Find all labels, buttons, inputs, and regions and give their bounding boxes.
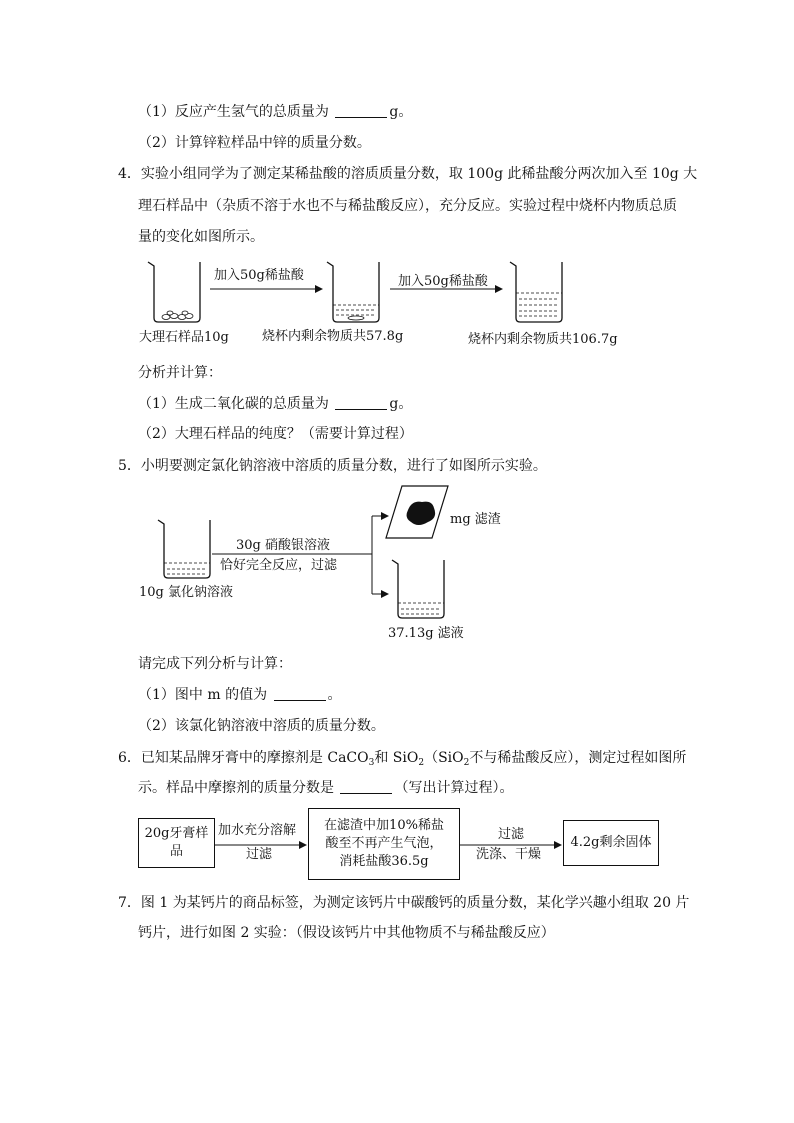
q4-arrow-2-label: 加入50g稀盐酸 (398, 274, 488, 289)
q6-line1-d: 不与稀盐酸反应），测定过程如图所 (469, 750, 687, 766)
q6-box-process-line2: 酸至不再产生气泡， (325, 836, 443, 851)
q5-arrow-bottom-label: 恰好完全反应，过滤 (220, 558, 338, 573)
q6-line1-b: 和 SiO (374, 750, 419, 766)
q5-part1-blank[interactable] (274, 686, 326, 701)
q6-box-process-line3: 消耗盐酸36.5g (339, 854, 429, 869)
q5-filtrate-caption: 37.13g 滤液 (388, 626, 464, 641)
q5-beaker-filtrate (392, 560, 444, 618)
q6-box-residue-text: 4.2g剩余固体 (570, 835, 652, 850)
q4-part1 (138, 394, 412, 414)
q5-part1-text: （1）图中 m 的值为 (138, 687, 268, 703)
q6-sub-1: 3 (368, 758, 375, 768)
q6-line1-a: 6．已知某品牌牙膏中的摩擦剂是 CaCO (118, 750, 369, 766)
q6-line1 (118, 748, 686, 773)
q6-sub-3: 2 (463, 758, 470, 768)
q4-part1-text: （1）生成二氧化碳的总质量为 (138, 396, 329, 412)
q5-residue-caption: mg 滤渣 (450, 512, 501, 527)
q4-beaker-3 (510, 262, 562, 322)
q4-beaker-3-caption: 烧杯内剩余物质共106.7g (468, 332, 618, 347)
q5-arrow-top-label: 30g 硝酸银溶液 (236, 538, 330, 553)
q5-branch-arrow (212, 516, 388, 594)
q4-beaker-1-caption: 大理石样品10g (139, 330, 229, 345)
q4-line1: 4．实验小组同学为了测定某稀盐酸的溶质质量分数，取 100g 此稀盐酸分两次加入至 10g 大 (118, 166, 698, 182)
q6-arrow-1-top: 加水充分溶解 (218, 823, 297, 838)
q5-beaker-nacl (158, 520, 210, 578)
q4-beaker-2 (327, 262, 379, 322)
q6-answer-blank[interactable] (340, 779, 392, 794)
q6-box-process (308, 808, 460, 880)
q6-line2-end: （写出计算过程）。 (394, 780, 514, 796)
q3-part1-unit: g。 (389, 104, 413, 120)
q6-arrow-1-bottom: 过滤 (246, 847, 273, 862)
q4-part2: （2）大理石样品的纯度？（需要计算过程） (138, 426, 413, 442)
q6-line2 (138, 778, 513, 798)
q6-line2-text: 示。样品中摩擦剂的质量分数是 (138, 780, 334, 796)
q6-arrow-2-bottom: 洗涤、干燥 (476, 847, 542, 862)
q5-part2: （2）该氯化钠溶液中溶质的质量分数。 (138, 718, 385, 734)
q6-box-residue (563, 820, 659, 866)
q5-residue-filter-paper (386, 486, 448, 538)
q6-box-sample (138, 818, 215, 868)
q6-sub-2: 2 (418, 758, 425, 768)
q7-line2: 钙片，进行如图 2 实验：（假设该钙片中其他物质不与稀盐酸反应） (138, 925, 555, 941)
q4-analysis: 分析并计算： (138, 365, 222, 381)
q5-part1 (138, 685, 342, 705)
q4-part1-blank[interactable] (335, 395, 387, 410)
q5-part1-end: 。 (327, 687, 342, 703)
q5-prompt: 请完成下列分析与计算： (138, 656, 292, 672)
q6-box-process-line1: 在滤渣中加10%稀盐 (324, 818, 444, 833)
q4-beaker-2-caption: 烧杯内剩余物质共57.8g (262, 329, 404, 344)
q4-arrow-1-label: 加入50g稀盐酸 (214, 268, 304, 283)
q6-box-sample-line2: 品 (169, 844, 183, 859)
q6-box-sample-line1: 20g牙膏样 (144, 826, 209, 841)
q3-part2: （2）计算锌粒样品中锌的质量分数。 (138, 135, 371, 151)
q4-beaker-1 (148, 262, 200, 322)
q4-line2: 理石样品中（杂质不溶于水也不与稀盐酸反应），充分反应。实验过程中烧杯内物质总质 (138, 198, 677, 214)
q5-nacl-caption: 10g 氯化钠溶液 (139, 585, 233, 600)
q6-arrow-2-top: 过滤 (498, 827, 525, 842)
marble-sample (162, 311, 193, 320)
q5-line1: 5．小明要测定氯化钠溶液中溶质的质量分数，进行了如图所示实验。 (118, 458, 547, 474)
q7-line1: 7．图 1 为某钙片的商品标签，为测定该钙片中碳酸钙的质量分数，某化学兴趣小组取 20 片 (118, 895, 690, 911)
q4-part1-unit: g。 (389, 396, 413, 412)
q4-line3: 量的变化如图所示。 (138, 229, 264, 245)
q6-line1-c: （SiO (424, 750, 464, 766)
q3-part1-text: （1）反应产生氢气的总质量为 (138, 104, 329, 120)
